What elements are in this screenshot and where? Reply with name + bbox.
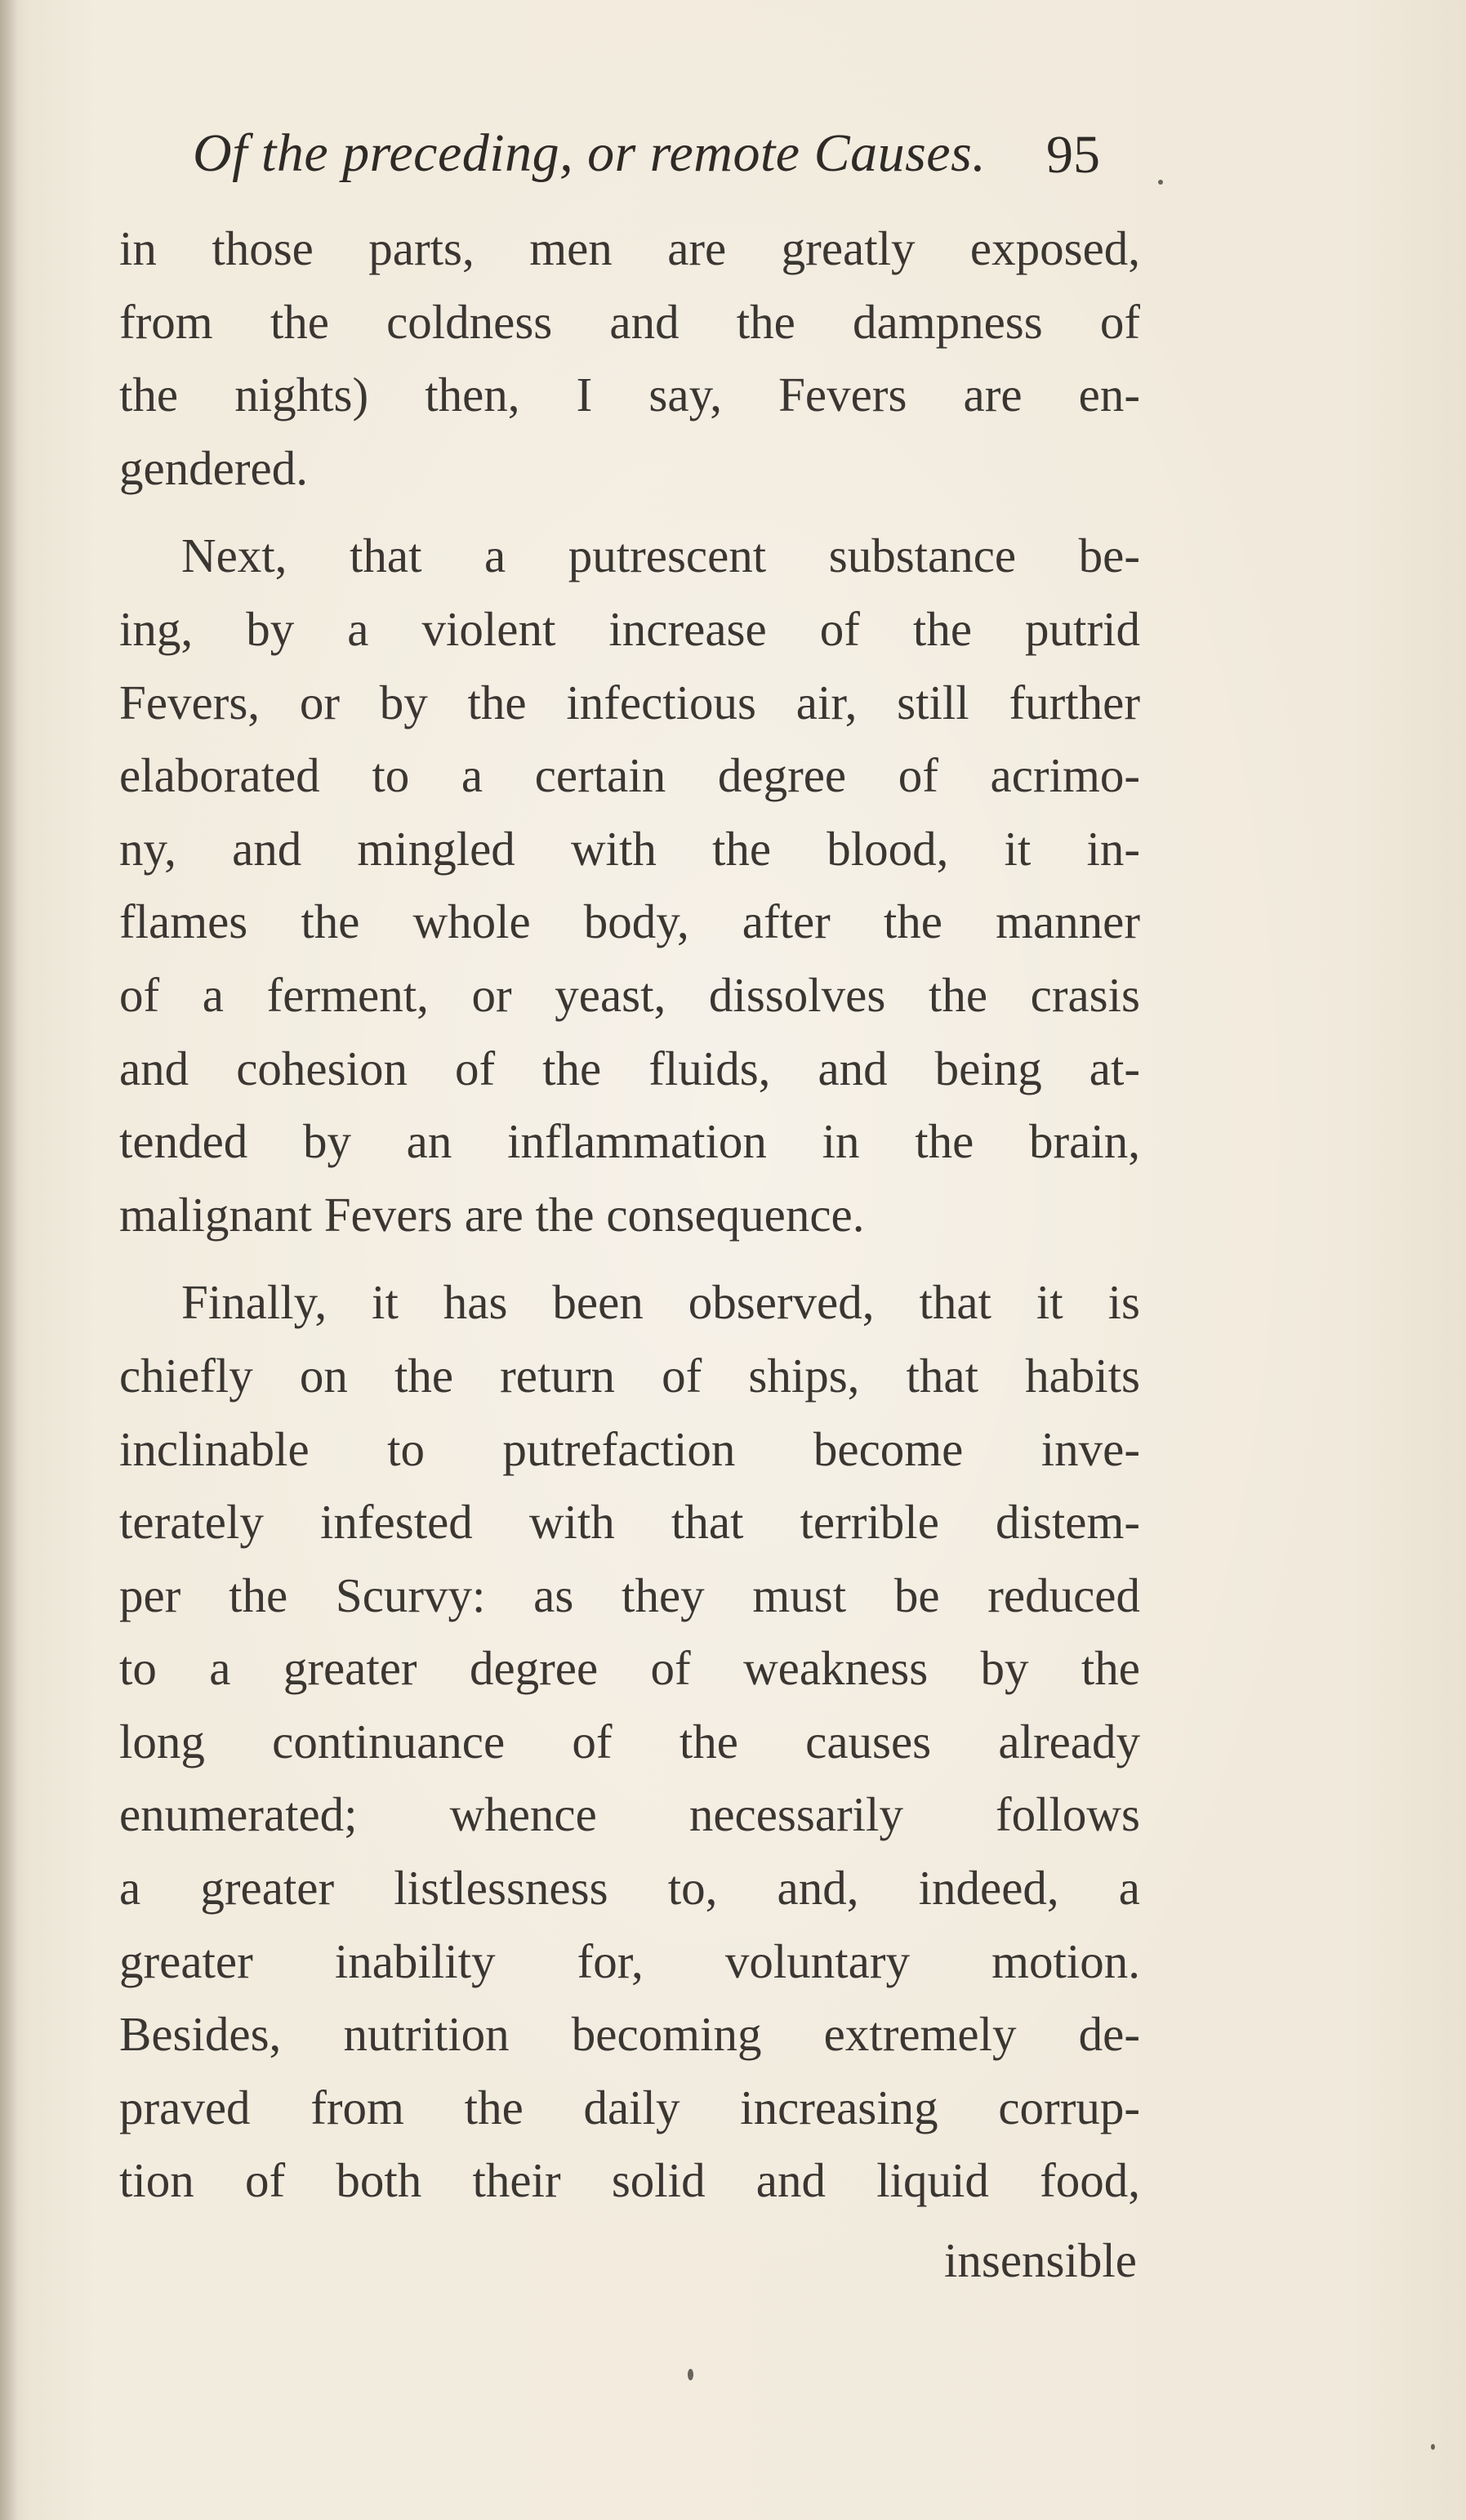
- paragraph: [119, 520, 1140, 1251]
- paragraph-gap: [119, 1251, 1140, 1266]
- text-line: from the coldness and the dampness of: [119, 294, 1140, 349]
- paragraph: [119, 1266, 1140, 2218]
- text-line: inclinable to putrefaction become inve-: [119, 1421, 1140, 1476]
- paragraph-gap: [119, 505, 1140, 520]
- text-line: Besides, nutrition becoming extremely de-: [119, 2007, 1140, 2062]
- text-line: terately infested with that terrible distem-: [119, 1495, 1140, 1550]
- text-line: enumerated; whence necessarily follows: [119, 1787, 1140, 1842]
- text-line: and cohesion of the fluids, and being at-: [119, 1041, 1140, 1095]
- text-line: praved from the daily increasing corrup-: [119, 2080, 1140, 2134]
- text-line: to a greater degree of weakness by the: [119, 1641, 1140, 1696]
- text-line: chiefly on the return of ships, that habits: [119, 1348, 1140, 1403]
- text-line: ing, by a violent increase of the putrid: [119, 601, 1140, 656]
- page-number: 95: [1046, 125, 1100, 185]
- spine-shadow: [0, 0, 18, 2520]
- text-line: ny, and mingled with the blood, it in-: [119, 821, 1140, 876]
- text-line: long continuance of the causes already: [119, 1714, 1140, 1768]
- text-line: in those parts, men are greatly exposed,: [119, 221, 1140, 275]
- text-line: Finally, it has been observed, that it is: [181, 1275, 1140, 1330]
- page-header: [193, 123, 1140, 212]
- running-title: Of the preceding, or remote Causes.: [193, 123, 987, 183]
- body-text: [119, 212, 1140, 2298]
- text-line: tion of both their solid and liquid food,: [119, 2153, 1140, 2208]
- text-line: gendered.: [119, 440, 308, 495]
- paper-speck: [1431, 2444, 1435, 2450]
- text-line: a greater listlessness to, and, indeed, a: [119, 1861, 1140, 1916]
- text-line: Fevers, or by the infectious air, still further: [119, 675, 1140, 729]
- paper-speck: [688, 2369, 693, 2380]
- text-line: of a ferment, or yeast, dissolves the crasis: [119, 967, 1140, 1022]
- text-line: malignant Fevers are the consequence.: [119, 1187, 865, 1242]
- catchword: insensible: [944, 2233, 1137, 2288]
- text-line: elaborated to a certain degree of acrimo-: [119, 748, 1140, 803]
- paragraph: [119, 212, 1140, 505]
- text-line: the nights) then, I say, Fevers are en-: [119, 368, 1140, 422]
- text-line: per the Scurvy: as they must be reduced: [119, 1568, 1140, 1622]
- text-line: tended by an inflammation in the brain,: [119, 1114, 1140, 1169]
- text-line: greater inability for, voluntary motion.: [119, 1933, 1140, 1988]
- text-line: flames the whole body, after the manner: [119, 894, 1140, 949]
- text-line: Next, that a putrescent substance be-: [181, 529, 1140, 583]
- paper-speck: [1158, 180, 1163, 185]
